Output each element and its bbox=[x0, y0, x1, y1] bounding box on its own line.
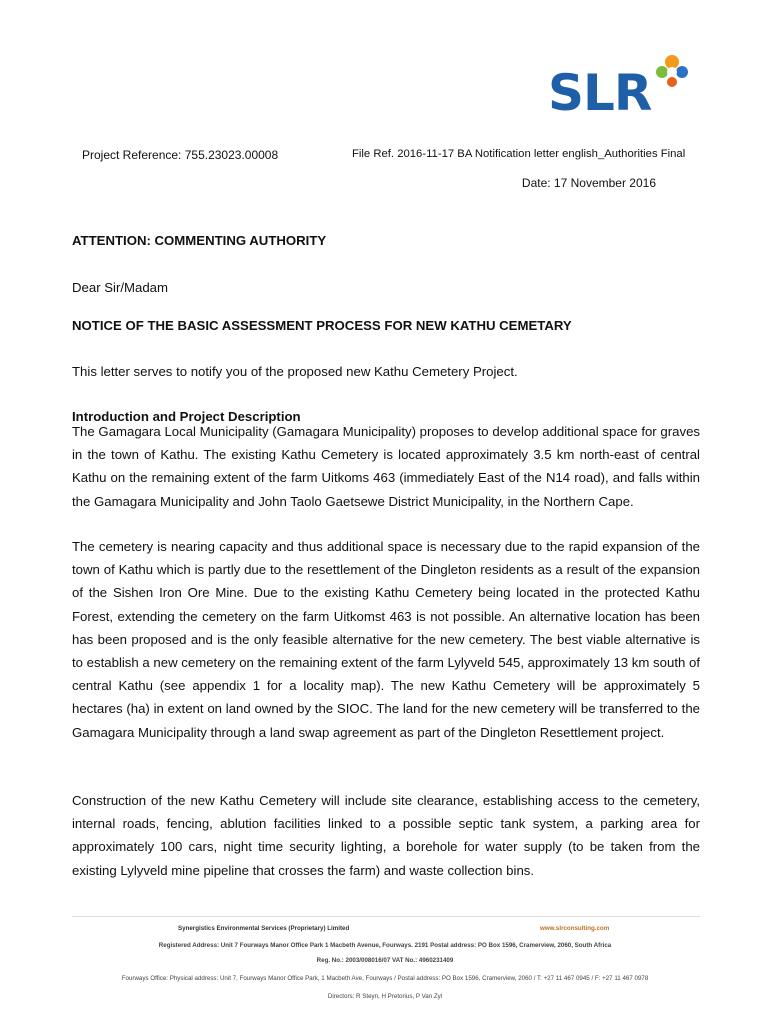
letter-date: Date: 17 November 2016 bbox=[521, 176, 656, 190]
attention-line: ATTENTION: COMMENTING AUTHORITY bbox=[72, 233, 327, 248]
paragraph-3: Construction of the new Kathu Cemetery will include site clearance, establishing access to the cemetery, internal roads, fencing, ablution facilities linked to a possible septic tank system, a parking area for approximately 100 cars, night time security lighting, a borehole for water supply (to be taken from the existing Lylyveld mine pipeline that crosses the farm) and waste collection bins. bbox=[72, 793, 700, 878]
footer-directors: Directors: R Steyn, H Pretorius, P Van Zyl bbox=[327, 993, 443, 1000]
footer-fourways-office: Fourways Office: Physical address: Unit 7, Fourways Manor Office Park, 1 Macbeth Ave, Fourways / Postal address: PO Box 1596, Cramerview, 2060 / T: +27 11 467 0945 / F: +27 11 467 0978 bbox=[121, 975, 649, 982]
footer-divider bbox=[72, 916, 700, 917]
salutation: Dear Sir/Madam bbox=[72, 280, 169, 295]
paragraph-2: The cemetery is nearing capacity and thus additional space is necessary due to the rapid expansion of the town of Kathu which is partly due to the resettlement of the Dingleton residents as a result of the expansion of the Sishen Iron Ore Mine. Due to the existing Kathu Cemetery being located in the protected Kathu Forest, extending the cemetery on the farm Uitkomst 463 is not possible. An alternative location has been has been proposed and is the only feasible alternative for the new cemetery. The best viable alternative is to establish a new cemetery on the remaining extent of the farm Lylyveld 545, approximately 13 km south of central Kathu (see appendix 1 for a locality map). The new Kathu Cemetery will be approximately 5 hectares (ha) in extent on land owned by the SIOC. The land for the new cemetery will be transferred to the Gamagara Municipality through a land swap agreement as part of the Dingleton Resettlement project. bbox=[72, 539, 700, 740]
footer-registration: Reg. No.: 2003/008016/07 VAT No.: 4960231409 bbox=[316, 957, 454, 964]
project-reference: Project Reference: 755.23023.00008 bbox=[82, 148, 279, 162]
section-heading: Introduction and Project Description bbox=[72, 409, 301, 424]
footer-company: Synergistics Environmental Services (Proprietary) Limited bbox=[178, 925, 350, 932]
paragraph-1: The Gamagara Local Municipality (Gamagara Municipality) proposes to develop additional space for graves in the town of Kathu. The existing Kathu Cemetery is located approximately 3.5 km north-east of central Kathu on the remaining extent of the farm Uitkoms 463 (immediately East of the N14 road), and falls within the Gamagara Municipality and John Taolo Gaetsewe District Municipality, in the Northern Cape. bbox=[72, 424, 700, 509]
file-reference: File Ref. 2016-11-17 BA Notification letter english_Authorities Final bbox=[352, 148, 686, 160]
intro-sentence: This letter serves to notify you of the proposed new Kathu Cemetery Project. bbox=[72, 364, 518, 379]
letter-subject: NOTICE OF THE BASIC ASSESSMENT PROCESS FOR NEW KATHU CEMETARY bbox=[72, 318, 572, 333]
company-logo: SLR bbox=[548, 64, 652, 122]
footer-website-link[interactable]: www.slrconsulting.com bbox=[540, 925, 610, 932]
footer-registered-address: Registered Address: Unit 7 Fourways Manor Office Park 1 Macbeth Avenue, Fourways. 2191 Postal address: PO Box 1596, Cramerview, 2060, South Africa bbox=[158, 942, 612, 949]
